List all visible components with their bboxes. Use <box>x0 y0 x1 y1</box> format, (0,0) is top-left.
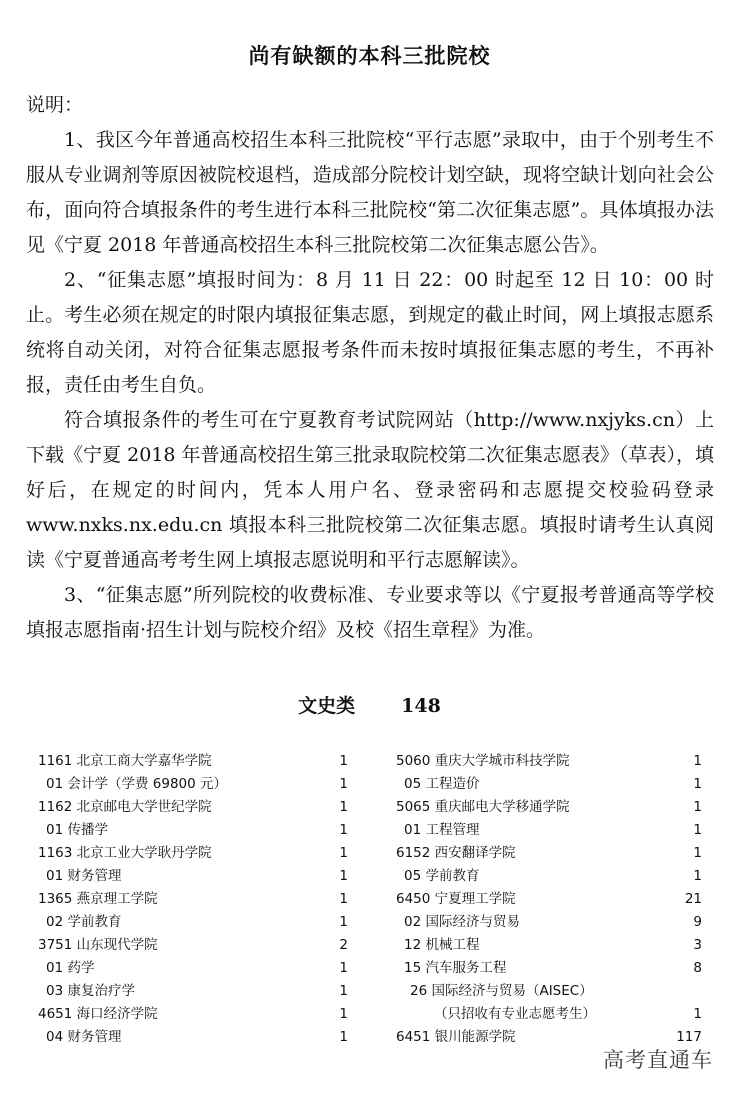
row-name: 5060 重庆大学城市科技学院 <box>396 753 570 769</box>
intro-text <box>26 88 714 648</box>
major-row <box>38 957 348 980</box>
major-row <box>396 980 702 1003</box>
row-name: 4651 海口经济学院 <box>38 1006 158 1022</box>
paragraph-4: 3、“征集志愿”所列院校的收费标准、专业要求等以《宁夏报考普通高等学校填报志愿指南·招生计划与院校介绍》及校《招生章程》为准。 <box>26 584 714 641</box>
row-count: 1 <box>339 983 348 999</box>
row-name: 05 学前教育 <box>404 868 480 884</box>
row-name: 02 学前教育 <box>46 914 122 930</box>
school-row <box>38 1003 348 1026</box>
row-name: 1161 北京工商大学嘉华学院 <box>38 753 212 769</box>
school-row <box>38 842 348 865</box>
row-name: 6152 西安翻译学院 <box>396 845 516 861</box>
major-row <box>38 865 348 888</box>
paragraph-1: 1、我区今年普通高校招生本科三批院校“平行志愿”录取中，由于个别考生不服从专业调剂等原因被院校退档，造成部分院校计划空缺，现将空缺计划向社会公布，面向符合填报条件的考生进行本科三批院校“第二次征集志愿”。具体填报办法见《宁夏 2018 年普通高校招生本科三批院校第二次征集志愿公告》。 <box>26 129 714 256</box>
paragraph-3: 符合填报条件的考生可在宁夏教育考试院网站（http://www.nxjyks.cn）上下载《宁夏 2018 年普通高校招生第三批录取院校第二次征集志愿表》（草表），填好后，在规定的时间内，凭本人用户名、登录密码和志愿提交校验码登录 www.nxks.nx.edu.cn 填报本科三批院校第二次征集志愿。填报时请考生认真阅读《宁夏普通高考考生网上填报志愿说明和平行志愿解读》。 <box>26 409 714 571</box>
row-count: 1 <box>693 776 702 792</box>
major-row <box>38 1026 348 1049</box>
row-count: 1 <box>693 845 702 861</box>
school-row <box>396 842 702 865</box>
document-title: 尚有缺额的本科三批院校 <box>248 43 491 68</box>
row-name: 1162 北京邮电大学世纪学院 <box>38 799 212 815</box>
row-name: 6451 银川能源学院 <box>396 1029 516 1045</box>
row-count: 2 <box>339 937 348 953</box>
school-row <box>38 750 348 773</box>
explanation-label: 说明： <box>26 94 84 116</box>
school-row <box>396 796 702 819</box>
major-row <box>396 1003 702 1026</box>
major-row <box>38 911 348 934</box>
paragraph-2: 2、“征集志愿”填报时间为：8 月 11 日 22：00 时起至 12 日 10：00 时止。考生必须在规定的时限内填报征集志愿，到规定的截止时间，网上填报志愿系统将自动关闭，对符合征集志愿报考条件而未按时填报征集志愿的考生，不再补报，责任由考生自负。 <box>26 269 714 396</box>
row-name: 01 药学 <box>46 960 95 976</box>
row-name: 3751 山东现代学院 <box>38 937 158 953</box>
row-count: 1 <box>693 822 702 838</box>
row-count: 21 <box>684 891 702 907</box>
row-name: 26 国际经济与贸易（AISEC） <box>410 983 593 999</box>
school-list-right <box>396 750 702 1049</box>
row-name: 03 康复治疗学 <box>46 983 135 999</box>
row-count: 1 <box>339 822 348 838</box>
row-count: 1 <box>339 868 348 884</box>
row-name: 1365 燕京理工学院 <box>38 891 158 907</box>
major-row <box>396 934 702 957</box>
section-title: 文史类 <box>298 695 356 717</box>
watermark: 高考直通车 <box>603 1048 713 1072</box>
row-name: 01 工程管理 <box>404 822 480 838</box>
row-name: 02 国际经济与贸易 <box>404 914 520 930</box>
row-name: 6450 宁夏理工学院 <box>396 891 516 907</box>
school-row <box>38 796 348 819</box>
major-row <box>396 957 702 980</box>
row-count: 1 <box>339 845 348 861</box>
row-count: 1 <box>693 1006 702 1022</box>
row-name: 1163 北京工业大学耿丹学院 <box>38 845 212 861</box>
major-row <box>396 911 702 934</box>
row-count: 1 <box>339 960 348 976</box>
row-count: 1 <box>339 799 348 815</box>
row-count: 117 <box>676 1029 702 1045</box>
row-count: 1 <box>693 868 702 884</box>
major-row <box>38 980 348 1003</box>
school-row <box>38 934 348 957</box>
school-row <box>38 888 348 911</box>
school-list-left <box>38 750 348 1049</box>
row-count: 1 <box>339 753 348 769</box>
row-count: 1 <box>339 1006 348 1022</box>
row-count: 8 <box>693 960 702 976</box>
row-name: （只招收有专业志愿考生） <box>434 1006 596 1022</box>
school-row <box>396 888 702 911</box>
school-row <box>396 750 702 773</box>
row-count: 1 <box>339 776 348 792</box>
row-count: 3 <box>693 937 702 953</box>
section-heading <box>0 691 739 718</box>
row-count: 9 <box>693 914 702 930</box>
row-count: 1 <box>693 799 702 815</box>
row-count: 1 <box>339 914 348 930</box>
row-name: 01 财务管理 <box>46 868 122 884</box>
row-name: 12 机械工程 <box>404 937 480 953</box>
row-count: 1 <box>339 1029 348 1045</box>
row-count: 1 <box>693 753 702 769</box>
major-row <box>396 865 702 888</box>
section-count: 148 <box>401 695 441 717</box>
row-name: 01 会计学（学费 69800 元） <box>46 776 227 792</box>
major-row <box>38 773 348 796</box>
major-row <box>396 819 702 842</box>
row-name: 04 财务管理 <box>46 1029 122 1045</box>
row-name: 05 工程造价 <box>404 776 480 792</box>
row-name: 01 传播学 <box>46 822 108 838</box>
major-row <box>38 819 348 842</box>
row-name: 15 汽车服务工程 <box>404 960 507 976</box>
row-name: 5065 重庆邮电大学移通学院 <box>396 799 570 815</box>
major-row <box>396 773 702 796</box>
row-count: 1 <box>339 891 348 907</box>
